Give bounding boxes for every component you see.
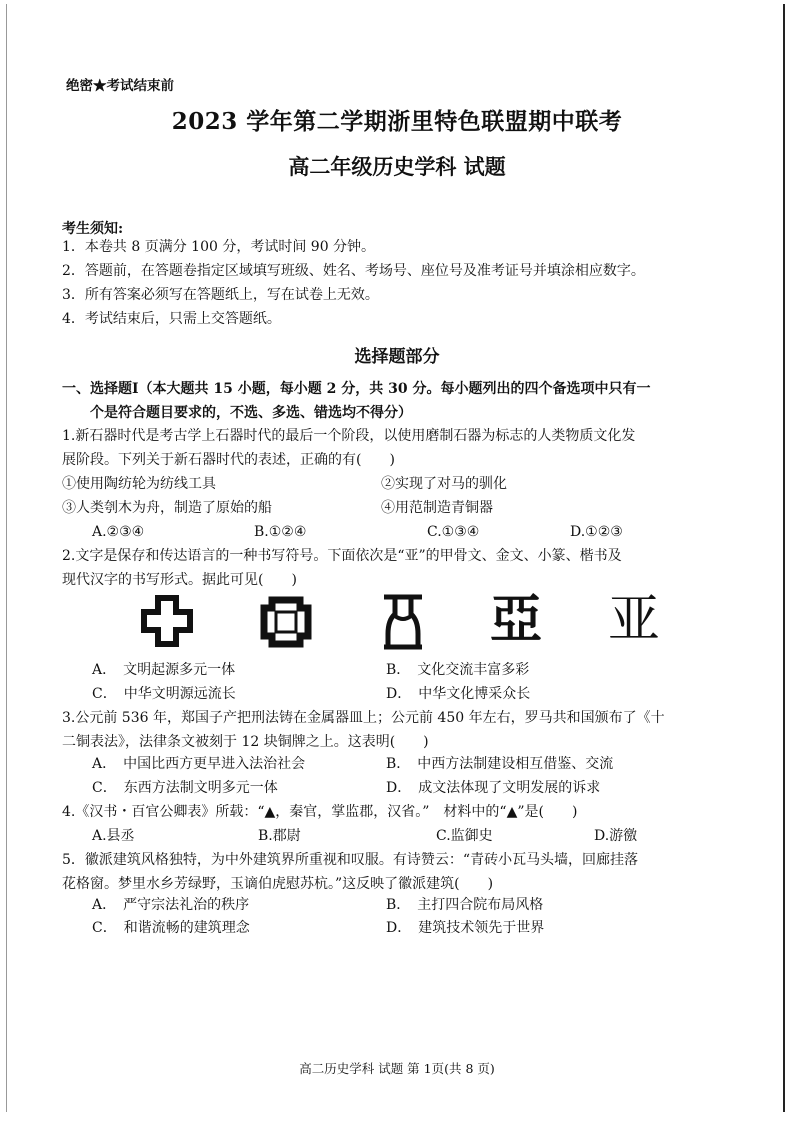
part1-heading-line1: 一、选择题Ⅰ（本大题共 15 小题，每小题 2 分，共 30 分。每小题列出的四个备选项中只有一 <box>62 381 651 397</box>
q1-option-d: D.①②③ <box>570 524 623 540</box>
q1-option-c: C.①③④ <box>427 524 480 540</box>
q4-option-b: B.郡尉 <box>258 828 301 844</box>
ya-glyph-evolution <box>130 588 690 656</box>
q4-option-d: D.游徼 <box>594 828 638 844</box>
page-footer: 高二历史学科 试题 第 1页(共 8 页) <box>299 1061 495 1076</box>
q1-stem-line2: 展阶段。下列关于新石器时代的表述，正确的有( ) <box>62 452 395 468</box>
notice-heading: 考生须知: <box>62 221 124 237</box>
q4-option-a: A.县丞 <box>92 828 135 844</box>
notice-item: 4．考试结束后，只需上交答题纸。 <box>62 311 281 327</box>
q1-item: ①使用陶纺轮为纺线工具 <box>62 476 216 492</box>
q3-option-d: D． 成文法体现了文明发展的诉求 <box>386 780 601 796</box>
q5-option-d: D． 建筑技术领先于世界 <box>386 920 545 936</box>
q5-option-a: A． 严守宗法礼治的秩序 <box>92 897 250 913</box>
section-title: 选择题部分 <box>354 347 440 367</box>
notice-item: 3．所有答案必须写在答题纸上，写在试卷上无效。 <box>62 287 379 303</box>
small-seal-glyph <box>380 592 426 652</box>
secret-mark: 绝密★考试结束前 <box>66 78 174 94</box>
exam-title: 2023 学年第二学期浙里特色联盟期中联考 <box>171 108 623 135</box>
modern-glyph: 亚 <box>608 590 661 650</box>
q4-option-c: C.监御史 <box>436 828 493 844</box>
q2-stem-line2: 现代汉字的书写形式。据此可见( ) <box>62 572 297 588</box>
bronze-inscription-glyph <box>258 594 314 650</box>
q2-option-c: C． 中华文明源远流长 <box>92 686 236 702</box>
exam-subtitle: 高二年级历史学科 试题 <box>288 154 506 179</box>
q1-item: ③人类刳木为舟，制造了原始的船 <box>62 500 272 516</box>
notice-item: 2．答题前，在答题卷指定区域填写班级、姓名、考场号、座位号及准考证号并填涂相应数字。 <box>62 263 645 279</box>
q3-option-a: A． 中国比西方更早进入法治社会 <box>92 756 306 772</box>
regular-script-glyph: 亞 <box>490 589 543 650</box>
q5-option-b: B． 主打四合院布局风格 <box>386 897 544 913</box>
q1-item: ②实现了对马的驯化 <box>381 476 507 492</box>
q1-option-a: A.②③④ <box>92 524 145 540</box>
q2-option-b: B． 文化交流丰富多彩 <box>386 662 530 678</box>
q1-item: ④用范制造青铜器 <box>381 500 493 516</box>
q3-option-c: C． 东西方法制文明多元一体 <box>92 780 278 796</box>
q1-stem-line1: 1.新石器时代是考古学上石器时代的最后一个阶段，以使用磨制石器为标志的人类物质文化发 <box>62 428 636 444</box>
q2-option-d: D． 中华文化博采众长 <box>386 686 531 702</box>
part1-heading-line2: 个是符合题目要求的，不选、多选、错选均不得分） <box>90 405 412 421</box>
q5-stem-line1: 5．徽派建筑风格独特，为中外建筑界所重视和叹服。有诗赞云：“青砖小瓦马头墙，回廊挂落 <box>62 852 639 868</box>
q3-stem-line1: 3.公元前 536 年，郑国子产把刑法铸在金属器皿上；公元前 450 年左右，罗马共和国颁布了《十 <box>62 710 665 726</box>
q5-stem-line2: 花格窗。梦里水乡芳绿野，玉谪伯虎慰苏杭。”这反映了徽派建筑( ) <box>62 876 494 892</box>
q3-option-b: B． 中西方法制建设相互借鉴、交流 <box>386 756 614 772</box>
q4-stem: 4.《汉书・百官公卿表》所载：“▲，秦官，掌监郡，汉省。” 材料中的“▲”是( ) <box>62 804 578 820</box>
q5-option-c: C． 和谐流畅的建筑理念 <box>92 920 250 936</box>
q3-stem-line2: 二铜表法》，法律条文被刻于 12 块铜牌之上。这表明( ) <box>62 734 429 750</box>
notice-item: 1．本卷共 8 页满分 100 分，考试时间 90 分钟。 <box>62 239 376 255</box>
q2-stem-line1: 2.文字是保存和传达语言的一种书写符号。下面依次是“亚”的甲骨文、金文、小篆、楷书及 <box>62 548 622 564</box>
oracle-bone-glyph <box>140 594 194 648</box>
q1-option-b: B.①②④ <box>254 524 307 540</box>
q2-option-a: A． 文明起源多元一体 <box>92 662 236 678</box>
